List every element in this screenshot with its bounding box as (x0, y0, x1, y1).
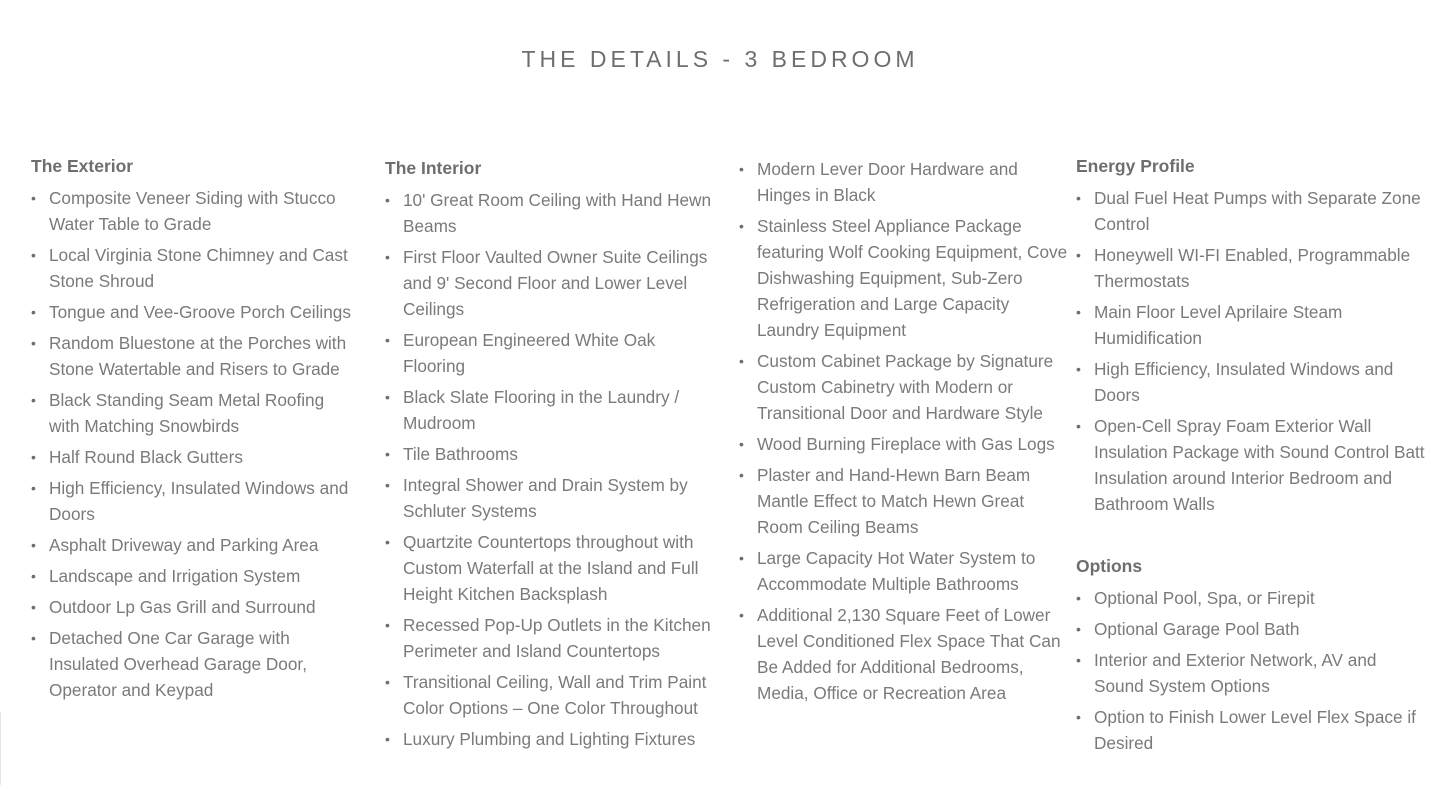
bullet-icon: • (1076, 590, 1081, 606)
bullet-icon: • (31, 190, 36, 206)
list-item-text: Optional Pool, Spa, or Firepit (1094, 588, 1315, 608)
bullet-icon: • (385, 674, 390, 690)
list-item (31, 185, 351, 237)
bullet-icon: • (31, 449, 36, 465)
list-item (1076, 185, 1426, 237)
list-item-text: Black Slate Flooring in the Laundry / Mudroom (403, 387, 680, 433)
list-item (739, 431, 1069, 457)
list-item (739, 156, 1069, 208)
list-item-text: Custom Cabinet Package by Signature Custom Cabinetry with Modern or Transitional Door and Hardware Style (757, 351, 1054, 423)
list-item (385, 244, 715, 322)
list-item (385, 726, 715, 752)
bullet-icon: • (1076, 709, 1081, 725)
list-item (31, 444, 351, 470)
bullet-icon: • (739, 161, 744, 177)
list-item-text: Tongue and Vee-Groove Porch Ceilings (49, 302, 351, 322)
list-item-text: 10' Great Room Ceiling with Hand Hewn Beams (403, 190, 712, 236)
bullet-icon: • (1076, 247, 1081, 263)
exterior-list (31, 185, 351, 708)
list-item-text: High Efficiency, Insulated Windows and Doors (49, 478, 349, 524)
list-item (385, 327, 715, 379)
list-item-text: Transitional Ceiling, Wall and Trim Paint Color Options – One Color Throughout (403, 672, 707, 718)
list-item (31, 625, 351, 703)
bullet-icon: • (385, 446, 390, 462)
bullet-icon: • (1076, 190, 1081, 206)
list-item (385, 384, 715, 436)
list-item-text: Plaster and Hand-Hewn Barn Beam Mantle Effect to Match Hewn Great Room Ceiling Beams (757, 465, 1031, 537)
bullet-icon: • (385, 477, 390, 493)
bullet-icon: • (1076, 361, 1081, 377)
list-item-text: Detached One Car Garage with Insulated Overhead Garage Door, Operator and Keypad (49, 628, 307, 700)
interior-continued-list (739, 156, 1069, 711)
options-list (1076, 585, 1426, 761)
list-item (385, 472, 715, 524)
list-item (31, 594, 351, 620)
list-item-text: Main Floor Level Aprilaire Steam Humidification (1094, 302, 1343, 348)
bullet-icon: • (1076, 418, 1081, 434)
list-item-text: Modern Lever Door Hardware and Hinges in Black (757, 159, 1018, 205)
list-item-text: Option to Finish Lower Level Flex Space if Desired (1094, 707, 1416, 753)
bullet-icon: • (31, 630, 36, 646)
bullet-icon: • (31, 480, 36, 496)
list-item (31, 299, 351, 325)
list-item (385, 669, 715, 721)
list-item (385, 441, 715, 467)
bullet-icon: • (385, 249, 390, 265)
list-item (1076, 647, 1426, 699)
list-item-text: Large Capacity Hot Water System to Accommodate Multiple Bathrooms (757, 548, 1036, 594)
list-item (1076, 704, 1426, 756)
list-item-text: Outdoor Lp Gas Grill and Surround (49, 597, 316, 617)
list-item-text: Open-Cell Spray Foam Exterior Wall Insulation Package with Sound Control Batt Insulation around Interior Bedroom and Bathroom Walls (1094, 416, 1425, 514)
list-item-text: Half Round Black Gutters (49, 447, 243, 467)
list-item-text: Local Virginia Stone Chimney and Cast Stone Shroud (49, 245, 348, 291)
bullet-icon: • (739, 550, 744, 566)
list-item-text: Dual Fuel Heat Pumps with Separate Zone Control (1094, 188, 1421, 234)
list-item-text: First Floor Vaulted Owner Suite Ceilings and 9' Second Floor and Lower Level Ceilings (403, 247, 708, 319)
bullet-icon: • (385, 617, 390, 633)
bullet-icon: • (739, 353, 744, 369)
list-item (385, 612, 715, 664)
list-item (1076, 242, 1426, 294)
list-item-text: Additional 2,130 Square Feet of Lower Level Conditioned Flex Space That Can Be Added for Additional Bedrooms, Media, Office or Recreation Area (757, 605, 1061, 703)
list-item-text: Wood Burning Fireplace with Gas Logs (757, 434, 1055, 454)
list-item-text: Honeywell WI-FI Enabled, Programmable Thermostats (1094, 245, 1411, 291)
bullet-icon: • (739, 436, 744, 452)
list-item-text: Optional Garage Pool Bath (1094, 619, 1300, 639)
bullet-icon: • (31, 599, 36, 615)
list-item-text: Tile Bathrooms (403, 444, 518, 464)
bullet-icon: • (385, 332, 390, 348)
bullet-icon: • (385, 534, 390, 550)
list-item-text: Stainless Steel Appliance Package featuring Wolf Cooking Equipment, Cove Dishwashing Equipment, Sub-Zero Refrigeration and Large Capacity Laundry Equipment (757, 216, 1068, 340)
list-item (31, 532, 351, 558)
bullet-icon: • (1076, 304, 1081, 320)
list-item (385, 529, 715, 607)
interior-list (385, 187, 715, 757)
section-heading-options: Options (1076, 556, 1143, 576)
list-item (31, 242, 351, 294)
bullet-icon: • (1076, 621, 1081, 637)
bullet-icon: • (739, 467, 744, 483)
list-item-text: Quartzite Countertops throughout with Custom Waterfall at the Island and Full Height Kitchen Backsplash (403, 532, 699, 604)
list-item (1076, 585, 1426, 611)
list-item-text: Random Bluestone at the Porches with Stone Watertable and Risers to Grade (49, 333, 347, 379)
bullet-icon: • (385, 731, 390, 747)
list-item (31, 475, 351, 527)
list-item (739, 348, 1069, 426)
bullet-icon: • (739, 607, 744, 623)
list-item-text: Interior and Exterior Network, AV and Sound System Options (1094, 650, 1377, 696)
list-item (1076, 616, 1426, 642)
bullet-icon: • (1076, 652, 1081, 668)
list-item-text: Luxury Plumbing and Lighting Fixtures (403, 729, 696, 749)
list-item (385, 187, 715, 239)
list-item (31, 563, 351, 589)
bullet-icon: • (385, 192, 390, 208)
bullet-icon: • (31, 304, 36, 320)
bullet-icon: • (385, 389, 390, 405)
list-item-text: European Engineered White Oak Flooring (403, 330, 656, 376)
section-heading-interior: The Interior (385, 158, 482, 178)
list-item (1076, 356, 1426, 408)
section-heading-energy-profile: Energy Profile (1076, 156, 1195, 176)
list-item-text: Integral Shower and Drain System by Schluter Systems (403, 475, 688, 521)
list-item-text: Asphalt Driveway and Parking Area (49, 535, 319, 555)
list-item-text: Composite Veneer Siding with Stucco Water Table to Grade (49, 188, 336, 234)
list-item (31, 387, 351, 439)
bullet-icon: • (31, 392, 36, 408)
left-edge-rule (0, 712, 1, 785)
energy-profile-list (1076, 185, 1426, 522)
list-item-text: Recessed Pop-Up Outlets in the Kitchen Perimeter and Island Countertops (403, 615, 711, 661)
bullet-icon: • (739, 218, 744, 234)
list-item (31, 330, 351, 382)
list-item-text: High Efficiency, Insulated Windows and Doors (1094, 359, 1394, 405)
list-item (739, 213, 1069, 343)
bullet-icon: • (31, 247, 36, 263)
list-item-text: Black Standing Seam Metal Roofing with Matching Snowbirds (49, 390, 325, 436)
list-item (739, 545, 1069, 597)
list-item (1076, 413, 1426, 517)
page-title: THE DETAILS - 3 BEDROOM (521, 46, 919, 72)
list-item (739, 462, 1069, 540)
bullet-icon: • (31, 537, 36, 553)
bullet-icon: • (31, 568, 36, 584)
list-item (1076, 299, 1426, 351)
list-item (739, 602, 1069, 706)
bullet-icon: • (31, 335, 36, 351)
list-item-text: Landscape and Irrigation System (49, 566, 301, 586)
section-heading-exterior: The Exterior (31, 156, 134, 176)
